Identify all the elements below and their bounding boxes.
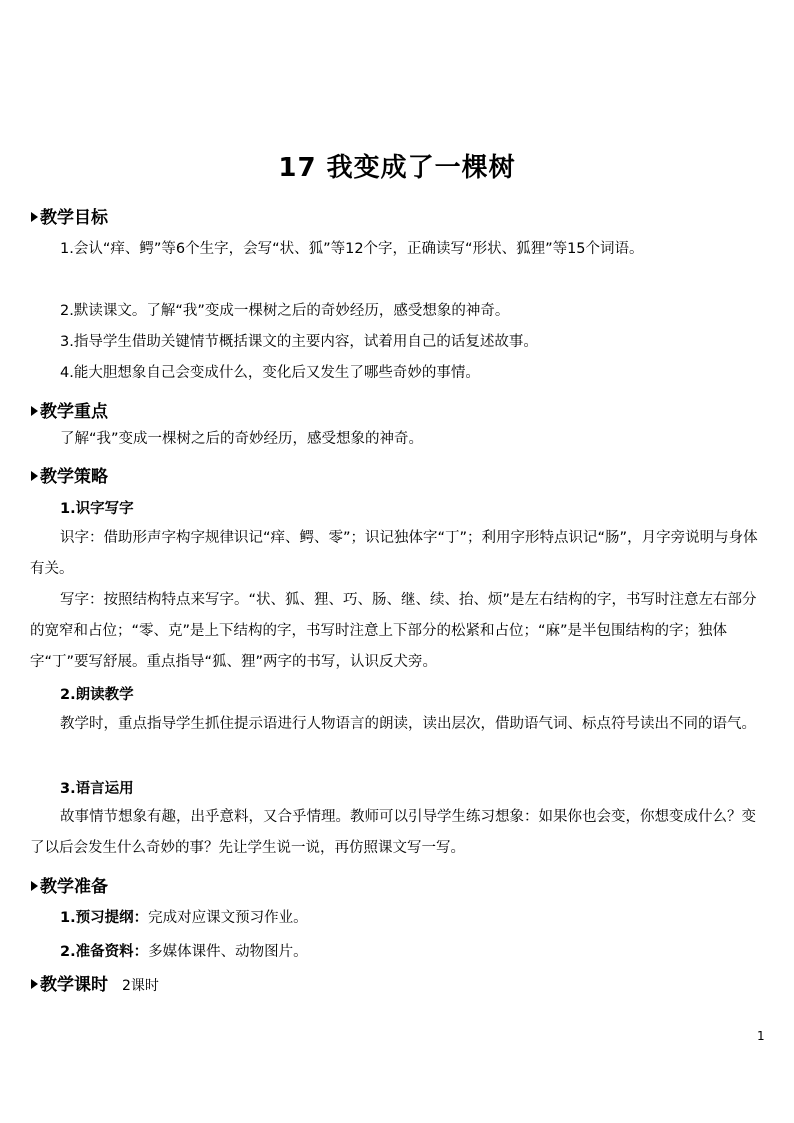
section-strategy-heading: 教学策略 (31, 462, 108, 487)
section-hours-heading: 教学课时 2课时 (31, 970, 159, 995)
strategy-sub-3: 3.语言运用 (60, 781, 134, 797)
triangle-bullet-icon (31, 406, 38, 416)
strategy-para-2: 写字：按照结构特点来写字。“状、狐、狸、巧、肠、继、续、抬、烦”是左右结构的字，书写时注意左右部分的宽窄和占位；“零、克”是上下结构的字，书写时注意上下部分的松紧和占位；“麻”是半包围结构的字；独体字“丁”要写舒展。重点指导“狐、狸”两字的书写，认识反犬旁。 (30, 592, 757, 670)
triangle-bullet-icon (31, 212, 38, 222)
section-prep-heading: 教学准备 (31, 872, 108, 897)
strategy-para-4: 故事情节想象有趣，出乎意料，又合乎情理。教师可以引导学生练习想象：如果你也会变，你想变成什么？变了以后会发生什么奇妙的事？先让学生说一说，再仿照课文写一写。 (30, 809, 756, 856)
prep-item-1: 1.预习提纲：完成对应课文预习作业。 (60, 910, 308, 926)
page-title: 17 我变成了一棵树 (278, 153, 516, 183)
focus-text: 了解“我”变成一棵树之后的奇妙经历，感受想象的神奇。 (60, 431, 424, 447)
triangle-bullet-icon (31, 881, 38, 891)
triangle-bullet-icon (31, 471, 38, 481)
hours-value: 2课时 (122, 978, 159, 994)
section-focus-heading: 教学重点 (31, 397, 108, 422)
prep-item-2: 2.准备资料：多媒体课件、动物图片。 (60, 944, 308, 960)
goal-item-1: 1.会认“痒、鳄”等6个生字，会写“状、狐”等12个字，正确读写“形状、狐狸”等15个词语。 (60, 241, 644, 257)
strategy-sub-2: 2.朗读教学 (60, 687, 134, 703)
strategy-para-3: 教学时，重点指导学生抓住提示语进行人物语言的朗读，读出层次，借助语气词、标点符号读出不同的语气。 (60, 716, 756, 732)
strategy-para-1: 识字：借助形声字构字规律识记“痒、鳄、零”；识记独体字“丁”；利用字形特点识记“肠”，月字旁说明与身体有关。 (30, 530, 758, 577)
triangle-bullet-icon (31, 979, 38, 989)
goal-item-4: 4.能大胆想象自己会变成什么，变化后又发生了哪些奇妙的事情。 (60, 365, 480, 381)
strategy-sub-1: 1.识字写字 (60, 501, 134, 517)
page-number: 1 (757, 1029, 765, 1043)
goal-item-3: 3.指导学生借助关键情节概括课文的主要内容，试着用自己的话复述故事。 (60, 334, 538, 350)
section-goals-heading: 教学目标 (31, 203, 108, 228)
goal-item-2: 2.默读课文。了解“我”变成一棵树之后的奇妙经历，感受想象的神奇。 (60, 303, 510, 319)
